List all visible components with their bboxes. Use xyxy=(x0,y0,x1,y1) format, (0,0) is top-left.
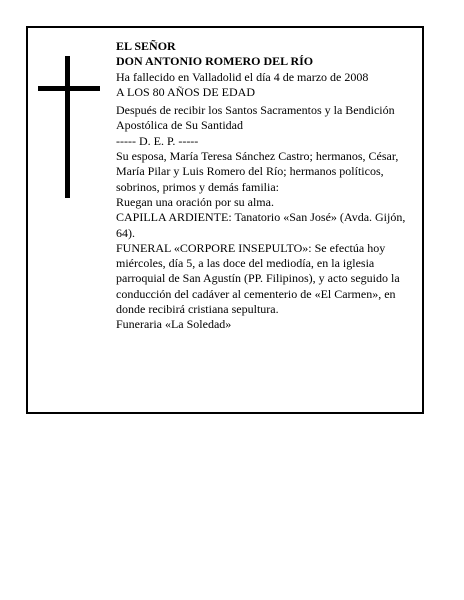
funeral-info: FUNERAL «CORPORE INSEPULTO»: Se efectúa hoy miércoles, día 5, a las doce del mediodía, en la iglesia parroquial de San Agustín (PP. Filipinos), y acto seguido la conducción del cadáver al cementerio de «El Carmen», en donde recibirá cristiana sepultura. xyxy=(116,240,400,317)
prayer-request: Ruegan una oración por su alma. xyxy=(116,194,274,209)
cross-horizontal-bar xyxy=(38,86,100,91)
rip-line: ----- D. E. P. ----- xyxy=(116,133,199,148)
cross-icon xyxy=(38,56,100,198)
obituary-notice xyxy=(26,26,424,414)
cross-vertical-bar xyxy=(65,56,70,198)
family-statement: Su esposa, María Teresa Sánchez Castro; hermanos, César, María Pilar y Luis Romero del Río; hermanos políticos, sobrinos, primos y demás familia: xyxy=(116,149,399,194)
deceased-name: DON ANTONIO ROMERO DEL RÍO xyxy=(116,54,314,69)
funeral-home: Funeraria «La Soledad» xyxy=(116,317,232,332)
notice-text xyxy=(116,39,426,333)
sacraments-statement: Después de recibir los Santos Sacramentos y la Bendición Apostólica de Su Santidad xyxy=(116,103,395,133)
age-statement: A LOS 80 AÑOS DE EDAD xyxy=(116,84,256,99)
chapel-info: CAPILLA ARDIENTE: Tanatorio «San José» (Avda. Gijón, 64). xyxy=(116,210,406,240)
death-statement: Ha fallecido en Valladolid el día 4 de marzo de 2008 xyxy=(116,69,369,84)
title-honorific: EL SEÑOR xyxy=(116,39,176,53)
